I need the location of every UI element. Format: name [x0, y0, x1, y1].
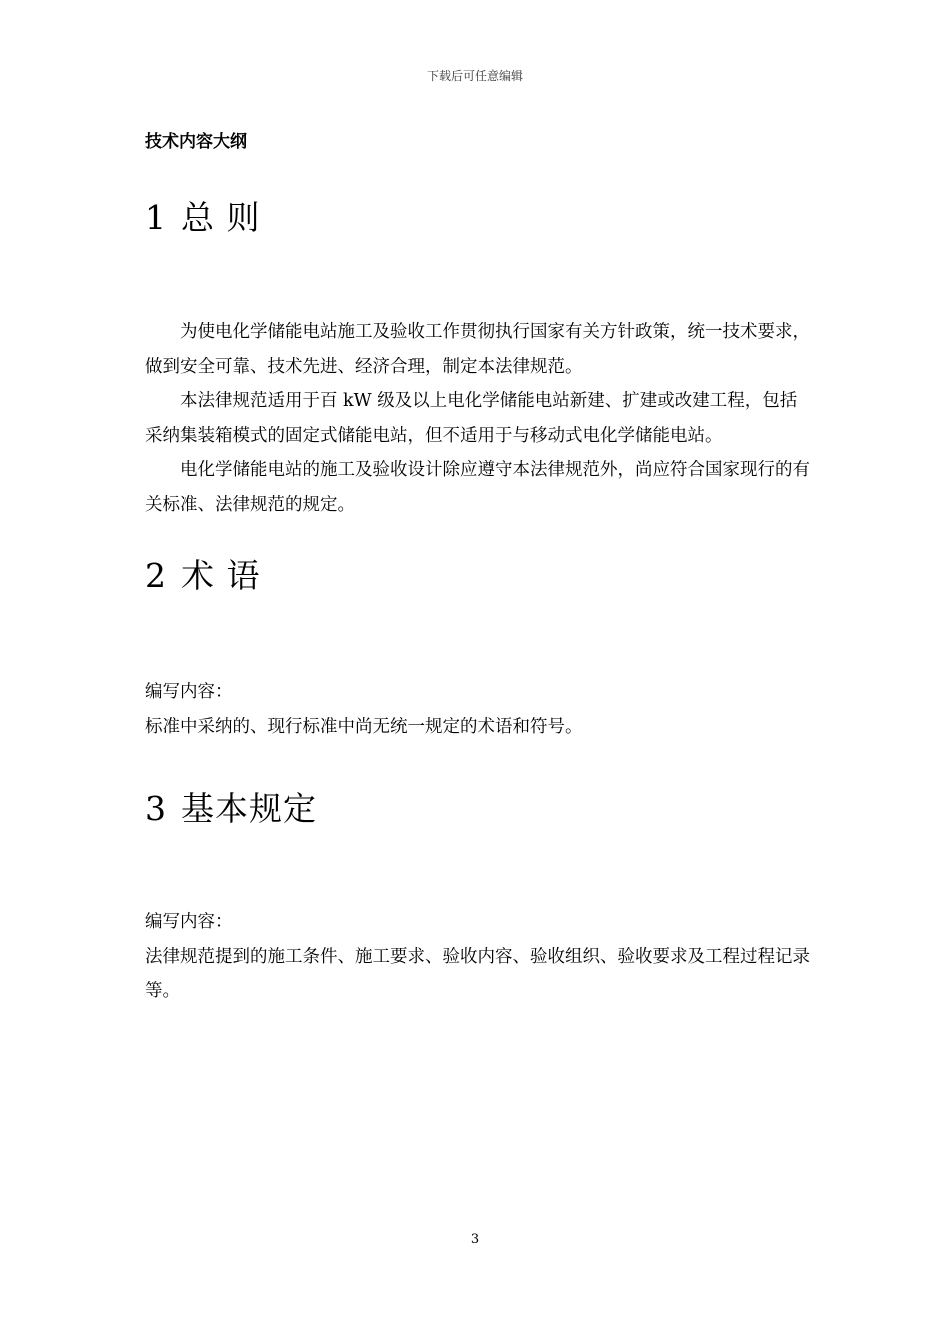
section-1-paragraph-1: 为使电化学储能电站施工及验收工作贯彻执行国家有关方针政策，统一技术要求，做到安全可靠、技术先进、经济合理，制定本法律规范。	[145, 322, 810, 377]
section-3-label: 编写内容：	[145, 912, 233, 932]
outline-title: 技术内容大纲	[145, 132, 247, 152]
section-1-body	[145, 315, 813, 522]
section-3-content: 法律规范提到的施工条件、施工要求、验收内容、验收组织、验收要求及工程过程记录等。	[145, 946, 810, 1001]
section-3-title: 基本规定	[181, 789, 317, 828]
section-2-number: 2	[145, 556, 167, 595]
section-2-body	[145, 675, 813, 744]
section-1-paragraph-3: 电化学储能电站的施工及验收设计除应遵守本法律规范外，尚应符合国家现行的有关标准、法律规范的规定。	[145, 460, 810, 515]
page-number: 3	[470, 1232, 480, 1247]
section-2-content: 标准中采纳的、现行标准中尚无统一规定的术语和符号。	[145, 716, 583, 737]
section-1-number: 1	[145, 198, 167, 237]
section-1-heading	[145, 192, 261, 239]
section-3-heading	[145, 783, 317, 830]
section-3-body	[145, 905, 813, 1009]
section-2-title: 术 语	[181, 556, 261, 595]
section-1-paragraph-2: 本法律规范适用于百 kW 级及以上电化学储能电站新建、扩建或改建工程，包括采纳集装箱模式的固定式储能电站，但不适用于与移动式电化学储能电站。	[145, 391, 798, 446]
header-note: 下载后可任意编辑	[426, 69, 523, 83]
section-3-number: 3	[145, 789, 167, 828]
section-2-heading	[145, 550, 261, 597]
section-2-label: 编写内容：	[145, 682, 233, 702]
section-1-title: 总 则	[181, 198, 261, 237]
